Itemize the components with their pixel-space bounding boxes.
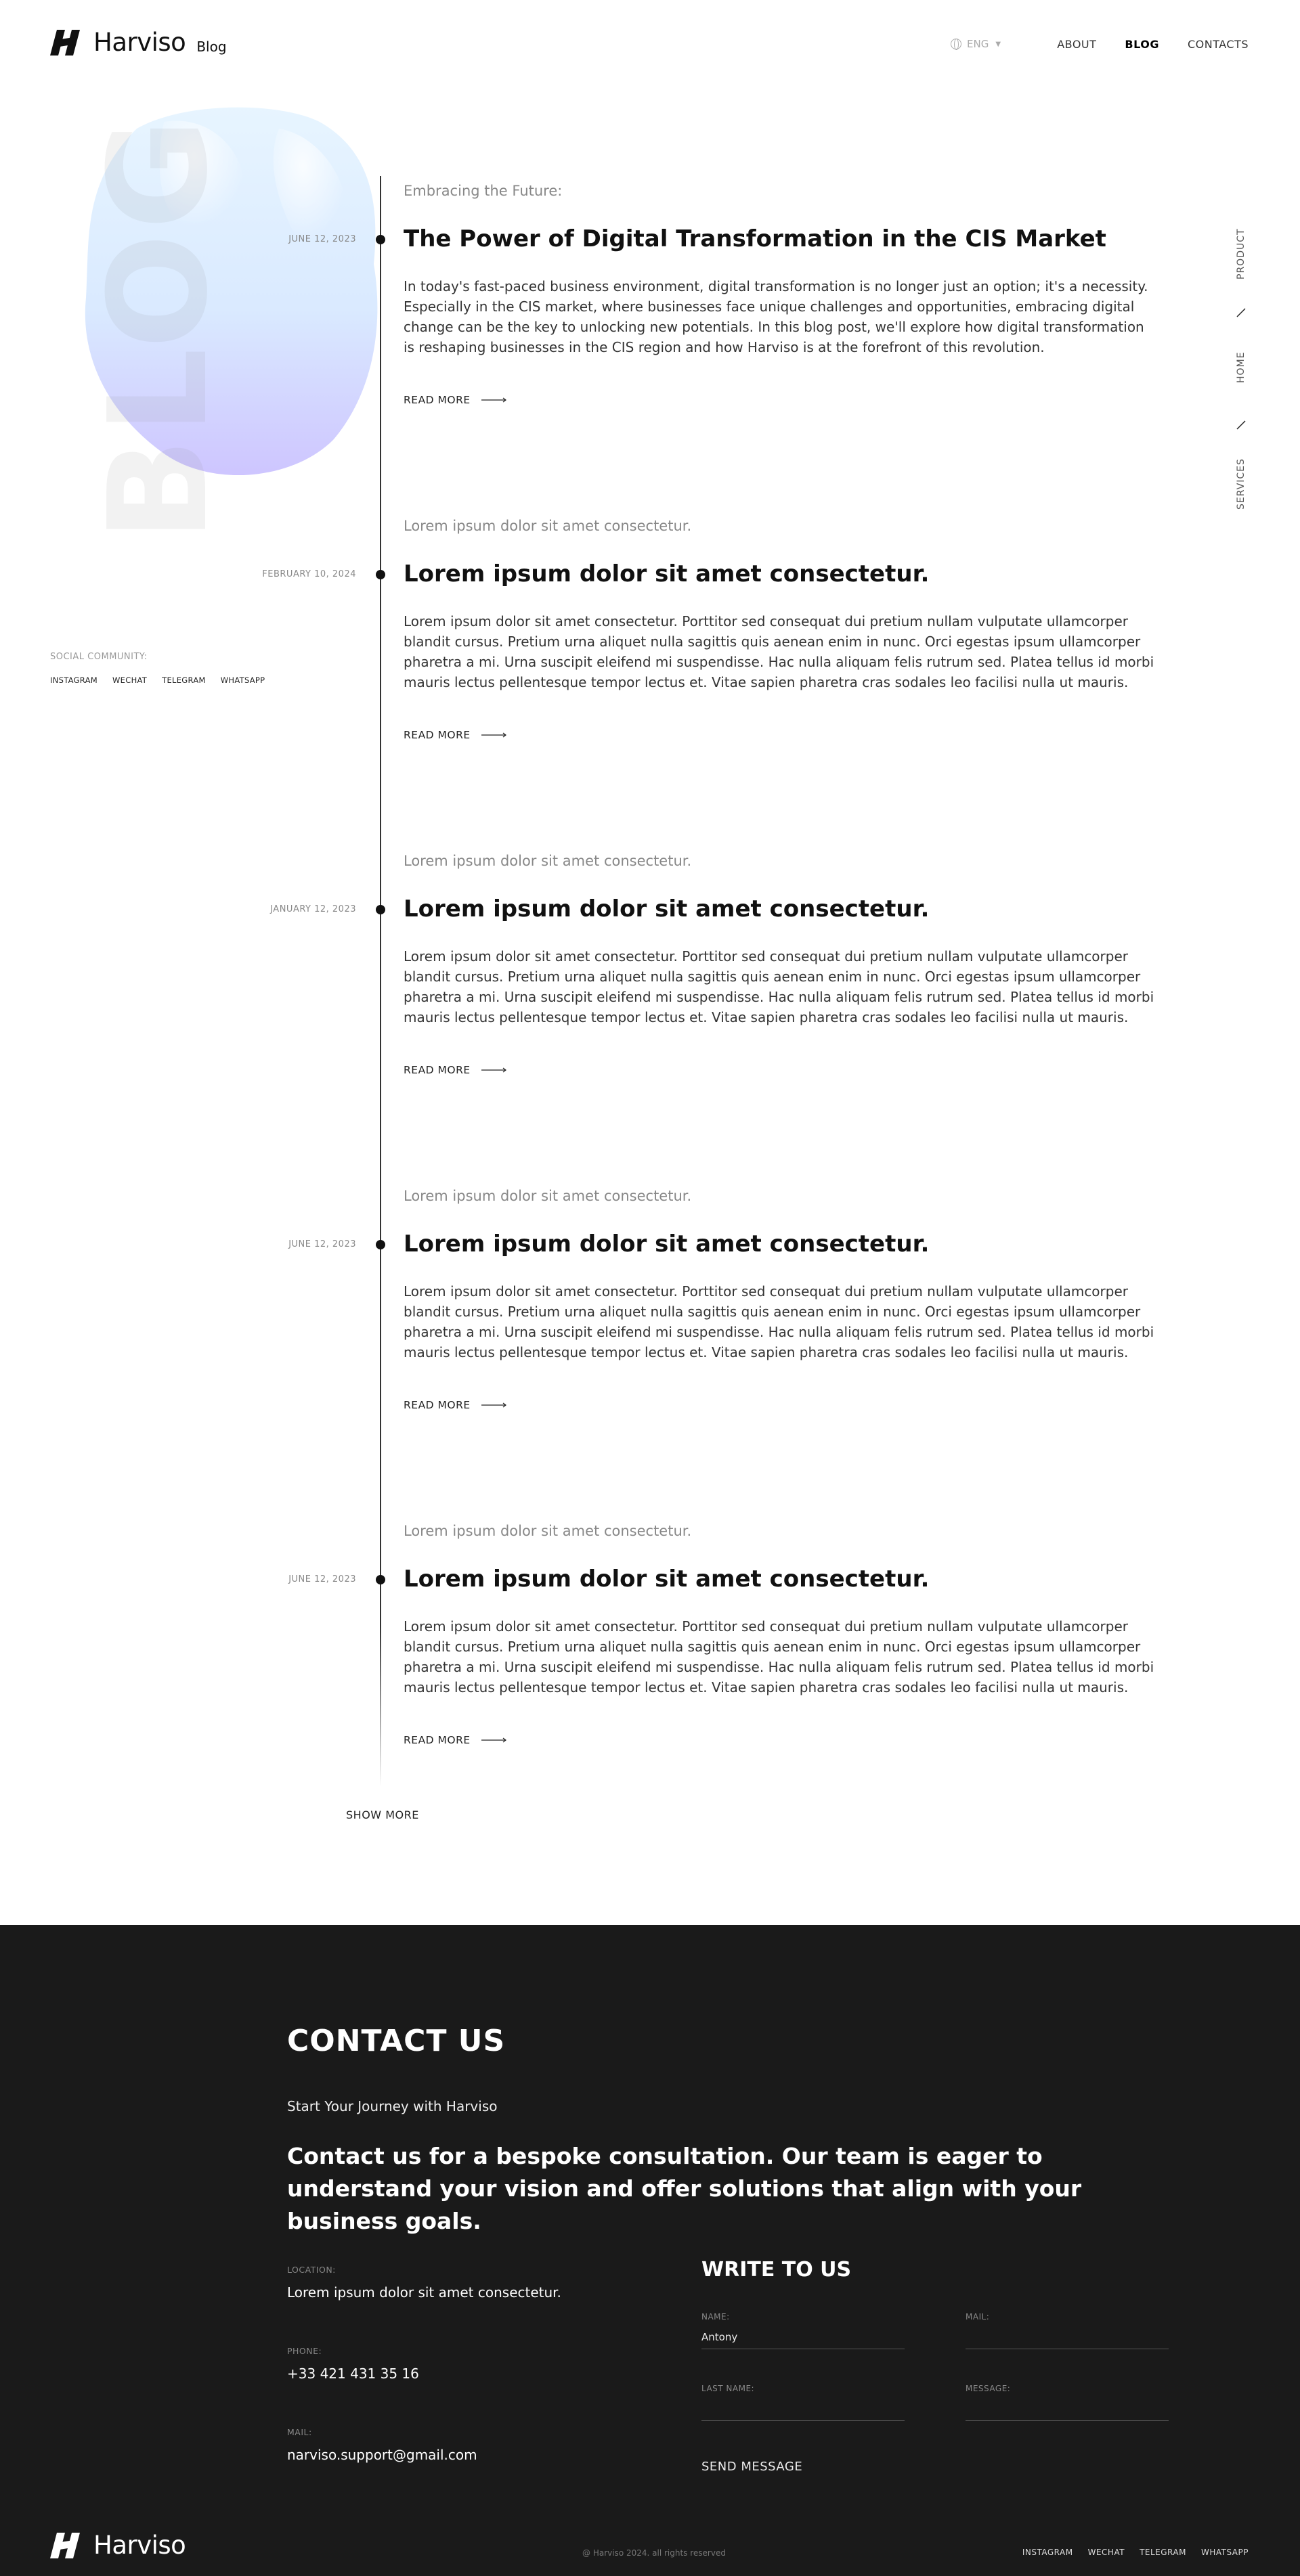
message-label: MESSAGE: [966, 2384, 1011, 2393]
nav-about[interactable]: ABOUT [1057, 38, 1097, 51]
write-to-us-title: WRITE TO US [701, 2258, 852, 2282]
message-input[interactable] [966, 2400, 1169, 2421]
post-excerpt: Lorem ipsum dolor sit amet consectetur. Porttitor sed consequat dui pretium nullam vulputate ullamcorper blandit cursus. Pretium urna aliquet nulla sagittis quis aenean enim in nunc. Orci egestas ipsum ullamcorper pharetra a mi. Urna suscipit eleifend mi suspendisse. Hac nulla aliquam felis rutrum sed. Platea tellus id morbi mauris lectus pellentesque tempor lectus et. Vitae sapien pharetra cras sodales leo facilisi nulla ut mauris. [404, 1618, 1154, 1695]
mail-field [966, 2312, 1169, 2353]
read-more-label: READ MORE [404, 1399, 471, 1411]
social-link-telegram[interactable]: TELEGRAM [162, 675, 206, 685]
post-excerpt: Lorem ipsum dolor sit amet consectetur. Porttitor sed consequat dui pretium nullam vulputate ullamcorper blandit cursus. Pretium urna aliquet nulla sagittis quis aenean enim in nunc. Orci egestas ipsum ullamcorper pharetra a mi. Urna suscipit eleifend mi suspendisse. Hac nulla aliquam felis rutrum sed. Platea tellus id morbi mauris lectus pellentesque tempor lectus et. Vitae sapien pharetra cras sodales leo facilisi nulla ut mauris. [404, 948, 1154, 1025]
blog-post [0, 1523, 1300, 1746]
read-more-link[interactable] [404, 1064, 507, 1076]
show-more-button[interactable]: SHOW MORE [346, 1808, 419, 1821]
location-label: LOCATION: [287, 2265, 336, 2275]
social-link-whatsapp[interactable]: WHATSAPP [220, 675, 265, 685]
mail-label: MAIL: [287, 2427, 312, 2437]
arrow-right-icon [481, 1067, 507, 1073]
harviso-logo-icon [50, 2533, 80, 2558]
post-title[interactable]: Lorem ipsum dolor sit amet consectetur. [404, 1230, 930, 1258]
footer-logo[interactable] [50, 2533, 186, 2558]
post-title[interactable]: Lorem ipsum dolor sit amet consectetur. [404, 895, 930, 923]
harviso-logo-icon [50, 30, 80, 55]
language-value: ENG [967, 38, 989, 50]
post-kicker: Lorem ipsum dolor sit amet consectetur. [404, 1523, 692, 1539]
read-more-link[interactable] [404, 394, 507, 406]
side-nav-home[interactable]: HOME [1236, 351, 1247, 384]
name-input[interactable] [701, 2328, 905, 2349]
top-nav [1057, 38, 1249, 51]
footer-link-whatsapp[interactable]: WHATSAPP [1200, 2548, 1249, 2557]
nav-contacts[interactable]: CONTACTS [1187, 38, 1249, 51]
read-more-link[interactable] [404, 1734, 507, 1746]
blog-post [0, 1188, 1300, 1411]
mail-value[interactable]: narviso.support@gmail.com [287, 2447, 477, 2463]
arrow-right-icon [481, 1737, 507, 1743]
read-more-label: READ MORE [404, 1064, 471, 1076]
contact-mail [287, 2427, 477, 2463]
blog-post [0, 518, 1300, 741]
post-excerpt: In today's fast-paced business environment, digital transformation is no longer just an option; it's a necessity. Especially in the CIS market, where businesses face unique challenges and opportunities, embracing digital change can be the key to unlocking new potentials. In this blog post, we'll explore how digital transformation is reshaping businesses in the CIS region and how Harviso is at the forefront of this revolution. [404, 278, 1148, 355]
post-kicker: Lorem ipsum dolor sit amet consectetur. [404, 518, 692, 534]
mail-input[interactable] [966, 2328, 1169, 2349]
footer-social-links [1022, 2548, 1249, 2557]
post-kicker: Lorem ipsum dolor sit amet consectetur. [404, 853, 692, 869]
footer-link-telegram[interactable]: TELEGRAM [1140, 2548, 1186, 2557]
timeline-dot [376, 235, 385, 244]
arrow-right-icon [481, 732, 507, 738]
location-value: Lorem ipsum dolor sit amet consectetur. [287, 2284, 561, 2301]
nav-blog[interactable]: BLOG [1125, 38, 1159, 51]
timeline-dot [376, 905, 385, 914]
read-more-label: READ MORE [404, 729, 471, 741]
send-message-button[interactable]: SEND MESSAGE [701, 2460, 803, 2474]
globe-icon [951, 39, 961, 49]
contact-location [287, 2265, 561, 2301]
social-link-instagram[interactable]: INSTAGRAM [50, 675, 98, 685]
name-label: NAME: [701, 2312, 730, 2322]
arrow-right-icon [481, 397, 507, 403]
post-title[interactable]: Lorem ipsum dolor sit amet consectetur. [404, 560, 930, 587]
timeline-dot [376, 570, 385, 579]
footer-link-wechat[interactable]: WECHAT [1087, 2548, 1125, 2557]
contact-section [0, 1925, 1300, 2576]
phone-label: PHONE: [287, 2346, 322, 2356]
read-more-link[interactable] [404, 1399, 507, 1411]
contact-subtitle: Start Your Journey with Harviso [287, 2098, 498, 2114]
side-nav-services[interactable]: SERVICES [1236, 458, 1247, 510]
post-title[interactable]: The Power of Digital Transformation in the CIS Market [404, 225, 1106, 252]
read-more-link[interactable] [404, 729, 507, 741]
post-excerpt: Lorem ipsum dolor sit amet consectetur. Porttitor sed consequat dui pretium nullam vulputate ullamcorper blandit cursus. Pretium urna aliquet nulla sagittis quis aenean enim in nunc. Orci egestas ipsum ullamcorper pharetra a mi. Urna suscipit eleifend mi suspendisse. Hac nulla aliquam felis rutrum sed. Platea tellus id morbi mauris lectus pellentesque tempor lectus et. Vitae sapien pharetra cras sodales leo facilisi nulla ut mauris. [404, 613, 1154, 690]
post-title[interactable]: Lorem ipsum dolor sit amet consectetur. [404, 1565, 930, 1593]
social-label: SOCIAL COMMUNITY: [50, 652, 148, 662]
post-date: JANUARY 12, 2023 [270, 904, 356, 914]
slash-divider [1236, 420, 1247, 430]
post-date: JUNE 12, 2023 [288, 1239, 356, 1249]
blog-post [0, 853, 1300, 1076]
brand-logo[interactable] [50, 30, 227, 55]
arrow-right-icon [481, 1402, 507, 1408]
post-kicker: Lorem ipsum dolor sit amet consectetur. [404, 1188, 692, 1204]
post-date: FEBRUARY 10, 2024 [262, 569, 356, 579]
contact-title: CONTACT US [287, 2024, 506, 2058]
blog-watermark: BLOG [80, 114, 238, 541]
phone-value[interactable]: +33 421 431 35 16 [287, 2366, 419, 2382]
copyright: @ Harviso 2024. all rights reserved [582, 2548, 726, 2558]
brand-name: Harviso [93, 28, 186, 57]
timeline-dot [376, 1240, 385, 1249]
post-excerpt: Lorem ipsum dolor sit amet consectetur. Porttitor sed consequat dui pretium nullam vulputate ullamcorper blandit cursus. Pretium urna aliquet nulla sagittis quis aenean enim in nunc. Orci egestas ipsum ullamcorper pharetra a mi. Urna suscipit eleifend mi suspendisse. Hac nulla aliquam felis rutrum sed. Platea tellus id morbi mauris lectus pellentesque tempor lectus et. Vitae sapien pharetra cras sodales leo facilisi nulla ut mauris. [404, 1283, 1154, 1360]
brand-section: Blog [196, 39, 227, 55]
contact-lead: Contact us for a bespoke consultation. Our team is eager to understand your vision and offer solutions that align with your business goals. [287, 2143, 1082, 2234]
social-link-wechat[interactable]: WECHAT [112, 675, 148, 685]
message-field [966, 2384, 1169, 2424]
name-field [701, 2312, 905, 2353]
last-name-field [701, 2384, 905, 2424]
language-selector[interactable] [951, 38, 1001, 50]
side-nav-product[interactable]: PRODUCT [1236, 228, 1247, 280]
post-kicker: Embracing the Future: [404, 183, 563, 199]
chevron-down-icon: ▼ [995, 40, 1001, 48]
footer-brand-name: Harviso [93, 2531, 186, 2560]
contact-phone [287, 2346, 419, 2382]
post-date: JUNE 12, 2023 [288, 234, 356, 244]
last-name-input[interactable] [701, 2400, 905, 2421]
last-name-label: LAST NAME: [701, 2384, 755, 2393]
read-more-label: READ MORE [404, 1734, 471, 1746]
timeline-dot [376, 1575, 385, 1584]
post-date: JUNE 12, 2023 [288, 1574, 356, 1584]
footer-link-instagram[interactable]: INSTAGRAM [1022, 2548, 1073, 2557]
blog-post [0, 183, 1300, 406]
mail-field-label: MAIL: [966, 2312, 990, 2322]
read-more-label: READ MORE [404, 394, 471, 406]
